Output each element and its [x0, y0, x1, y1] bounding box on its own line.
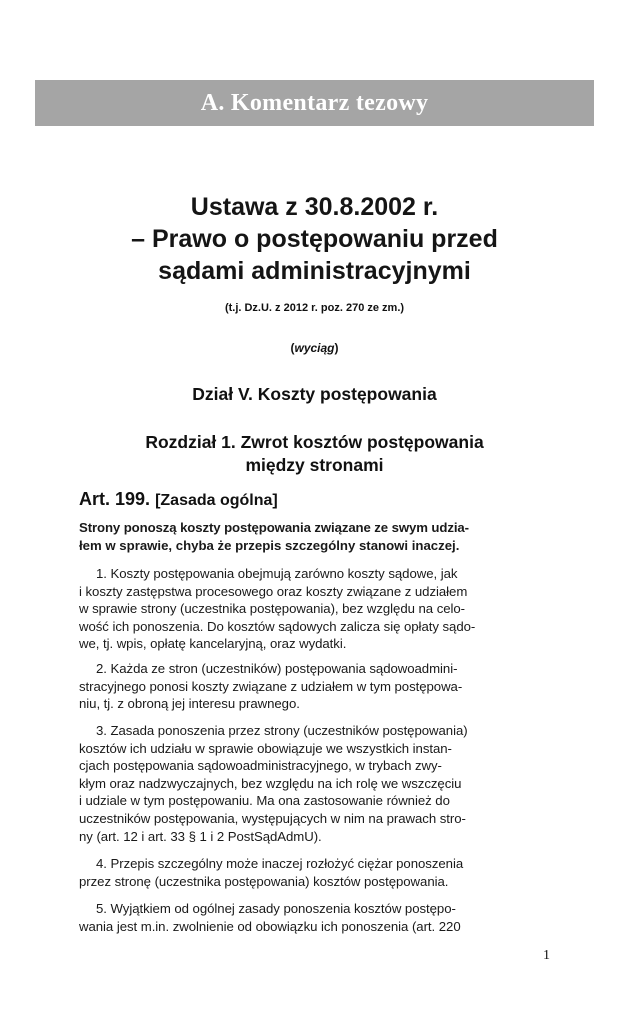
paragraph-line: i udziale w tym postępowaniu. Ma ona zastosowanie również do	[79, 793, 450, 809]
act-title-line: Ustawa z 30.8.2002 r.	[190, 193, 439, 221]
paragraph-line: wość ich ponoszenia. Do kosztów sądowych zalicza się opłaty sądo-	[79, 618, 476, 634]
act-title-line: – Prawo o postępowaniu przed	[131, 225, 498, 253]
act-title-line: sądami administracyjnymi	[158, 257, 471, 285]
commentary-paragraph-5	[79, 900, 549, 935]
commentary-paragraph-1	[79, 565, 549, 653]
paragraph-line: kłym oraz nadzwyczajnych, bez względu na ich rolę we wszczęciu	[79, 775, 462, 791]
article-text-line: Strony ponoszą koszty postępowania związane ze swym udzia-	[79, 520, 469, 535]
paragraph-line: w sprawie strony (uczestnika postępowania), bez względu na celo-	[79, 601, 466, 617]
paragraph-line: i koszty zastępstwa procesowego oraz koszty związane z udziałem	[79, 583, 468, 599]
extract-open-paren: (	[290, 341, 295, 355]
paragraph-line: niu, tj. z obroną jej interesu prawnego.	[79, 696, 300, 712]
paragraph-line: we, tj. wpis, opłatę kancelaryjną, oraz wydatki.	[79, 636, 347, 652]
division-heading: Dział V. Koszty postępowania	[192, 384, 437, 404]
paragraph-line: wania jest m.in. zwolnienie od obowiązku ich ponoszenia (art. 220	[79, 918, 461, 934]
article-text-line: łem w sprawie, chyba że przepis szczególny stanowi inaczej.	[79, 537, 460, 553]
section-banner	[35, 80, 594, 126]
chapter-heading-line: Rozdział 1. Zwrot kosztów postępowania	[145, 432, 484, 452]
paragraph-line: ny (art. 12 i art. 33 § 1 i 2 PostSądAdmU).	[79, 828, 322, 844]
chapter-heading	[35, 431, 594, 477]
commentary-paragraph-3	[79, 722, 549, 845]
commentary-paragraph-4	[79, 855, 549, 890]
extract-close-paren: )	[334, 341, 339, 355]
paragraph-line: stracyjnego ponosi koszty związane z udziałem w tym postępowa-	[79, 678, 463, 694]
paragraph-line: 3. Zasada ponoszenia przez strony (uczestników postępowania)	[96, 723, 468, 738]
paragraph-line: cjach postępowania sądowoadministracyjnego, w trybach zwy-	[79, 758, 442, 774]
paragraph-line: przez stronę (uczestnika postępowania) kosztów postępowania.	[79, 873, 449, 889]
article-heading	[79, 489, 559, 510]
section-banner-title: A. Komentarz tezowy	[200, 89, 429, 116]
commentary-paragraph-2	[79, 660, 549, 713]
extract-word: wyciąg	[294, 341, 335, 355]
paragraph-line: 4. Przepis szczególny może inaczej rozłożyć ciężar ponoszenia	[96, 856, 464, 871]
paragraph-line: kosztów ich udziału w sprawie obowiązuje we wszystkich instan-	[79, 740, 452, 756]
act-title	[35, 191, 594, 287]
journal-reference: (t.j. Dz.U. z 2012 r. poz. 270 ze zm.)	[224, 302, 405, 314]
paragraph-line: uczestników postępowania, występujących w nim na prawach stro-	[79, 810, 466, 826]
paragraph-line: 2. Każda ze stron (uczestników) postępowania sądowoadmini-	[96, 661, 458, 676]
article-number: Art. 199.	[79, 489, 151, 509]
article-text	[79, 519, 549, 554]
article-subject: [Zasada ogólna]	[155, 492, 278, 509]
paragraph-line: 5. Wyjątkiem od ogólnej zasady ponoszenia kosztów postępo-	[96, 901, 456, 916]
extract-note	[35, 341, 594, 355]
paragraph-line: 1. Koszty postępowania obejmują zarówno koszty sądowe, jak	[96, 566, 458, 581]
page-number: 1	[543, 948, 550, 963]
chapter-heading-line: między stronami	[245, 455, 384, 475]
